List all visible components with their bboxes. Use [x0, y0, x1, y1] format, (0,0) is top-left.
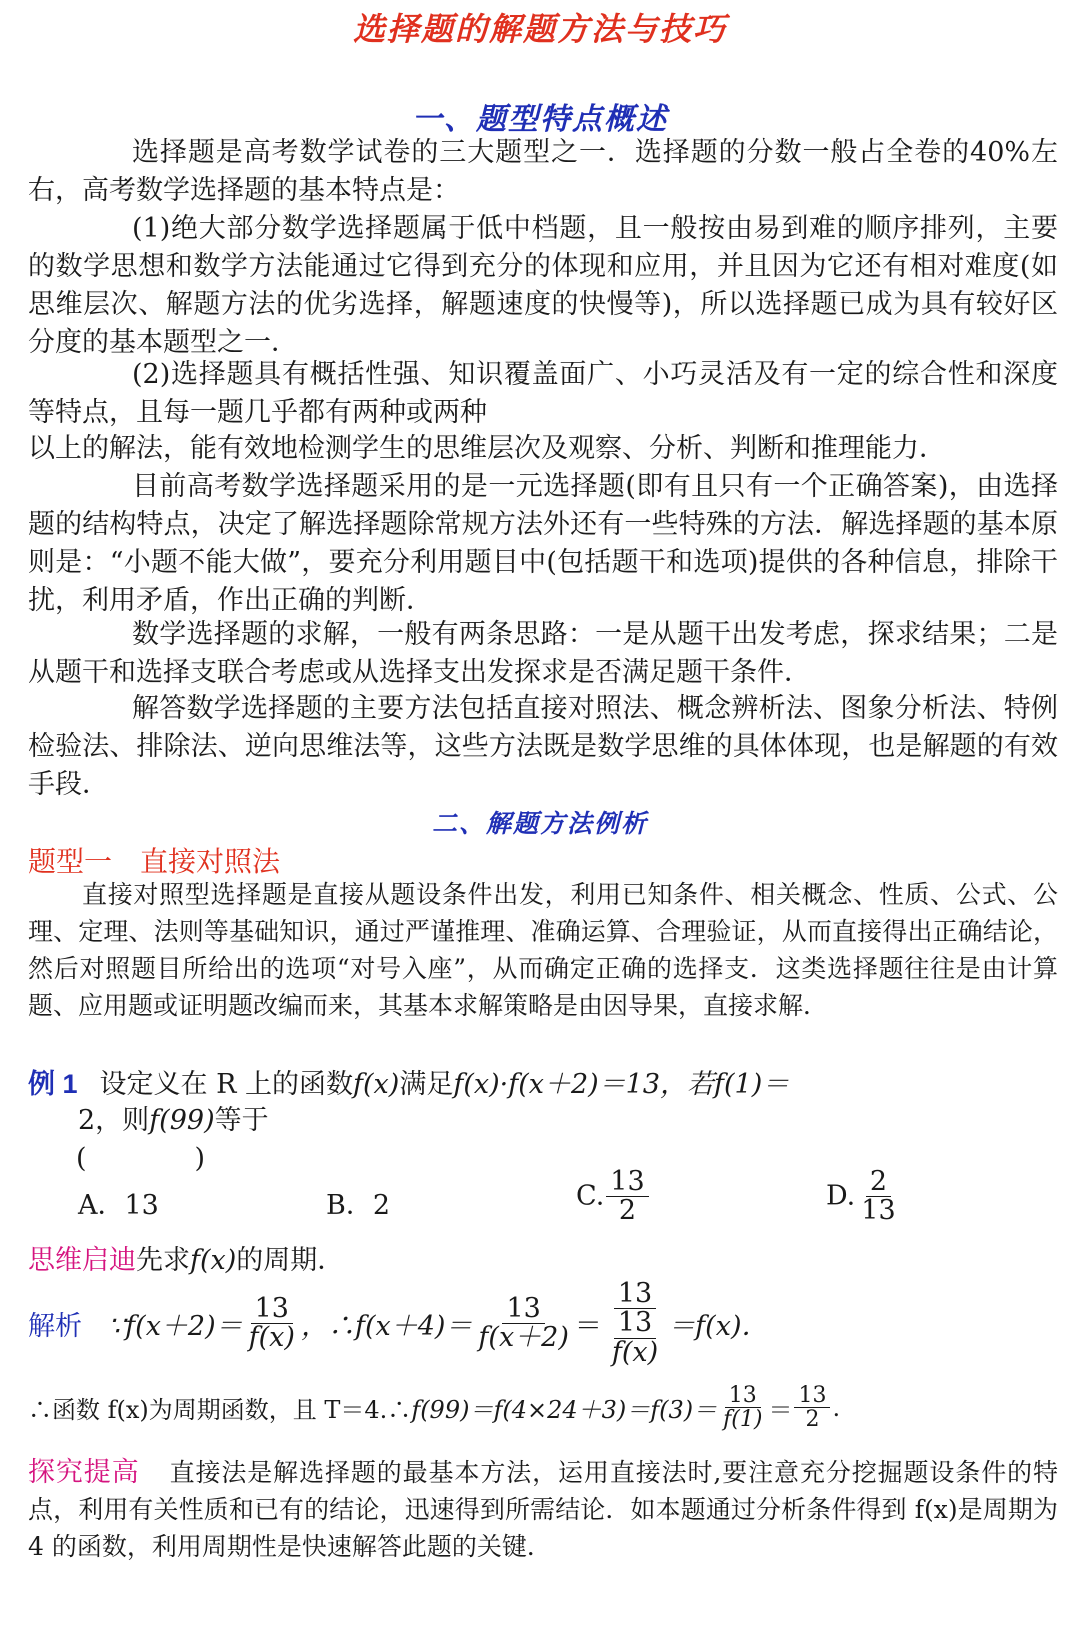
- explore-text: 直接法是解选择题的最基本方法，运用直接法时,要注意充分挖掘题设条件的特点，利用有关性质和已有的结论，迅速得到所需结论．如本题通过分析条件得到 f(x)是周期为 4 的函数，利用周期性是快速解答此题的关键．: [28, 1458, 1059, 1561]
- solution-line2-text-a: ∴函数 f(x)为周期函数，且 T＝4.∴: [28, 1396, 412, 1425]
- solution-equals: ＝: [574, 1311, 602, 1343]
- paragraph-feature-1: (1)绝大部分数学选择题属于低中档题，且一般按由易到难的顺序排列，主要的数学思想和数学方法能通过它得到充分的体现和应用，并且因为它还有相对难度(如思维层次、解题方法的优劣选择，解题速度的快慢等)，所以选择题已成为具有较好区分度的基本题型之一．: [28, 213, 1058, 358]
- option-d-den: 13: [861, 1195, 896, 1227]
- hint-text-a: 先求: [136, 1245, 190, 1276]
- solution-line2-f1-num: 13: [725, 1384, 761, 1408]
- solution-line2-end: .: [832, 1393, 841, 1422]
- example1-stem-text-a: 设定义在 R 上的函数: [99, 1069, 354, 1100]
- solution-f2-den: f(x＋2): [478, 1322, 569, 1354]
- solution-f3-num: 13: [614, 1280, 656, 1309]
- paragraph-current: 目前高考数学选择题采用的是一元选择题(即有且只有一个正确答案)，由选择题的结构特点，决定了解选择题除常规方法外还有一些特殊的方法．解选择题的基本原则是：“小题不能大做”，要充分利用题目中(包括题干和选项)提供的各种信息，排除干扰，利用矛盾，作出正确的判断．: [28, 471, 1058, 616]
- example1-stem-text-c: 2，则: [78, 1105, 150, 1136]
- solution-fraction-1: [245, 1292, 299, 1354]
- hint-text-b: 的周期．: [236, 1245, 345, 1276]
- option-a-value: 13: [124, 1190, 159, 1221]
- option-b-value: 2: [372, 1190, 391, 1221]
- option-c-fraction: [606, 1168, 648, 1226]
- option-d-num: 2: [866, 1168, 891, 1197]
- paragraph-intro: 选择题是高考数学试卷的三大题型之一．选择题的分数一般占全卷的40%左右，高考数学选择题的基本特点是：: [28, 137, 1058, 206]
- solution-line2-fraction-2: [794, 1384, 830, 1431]
- paragraph-methods: 解答数学选择题的主要方法包括直接对照法、概念辨析法、图象分析法、特例检验法、排除法、逆向思维法等，这些方法既是数学思维的具体体现，也是解题的有效手段．: [28, 693, 1058, 800]
- example1-answer-paren: ( ): [76, 1143, 206, 1174]
- solution-f2-num: 13: [502, 1295, 544, 1324]
- type1-description: 直接对照型选择题是直接从题设条件出发，利用已知条件、相关概念、性质、公式、公理、定理、法则等基础知识，通过严谨推理、准确运算、合理验证，从而直接得出正确结论，然后对照题目所给出的选项“对号入座”，从而确定正确的选择支．这类选择题往往是由计算题、应用题或证明题改编而来，其基本求解策略是由因导果，直接求解．: [28, 880, 1058, 1020]
- example1-fx: f(x): [353, 1069, 400, 1100]
- paragraph-feature-2a: (2)选择题具有概括性强、知识覆盖面广、小巧灵活及有一定的综合性和深度等特点，且每一题几乎都有两种或两种: [28, 359, 1058, 428]
- hint-fx: f(x): [190, 1245, 237, 1276]
- solution-f1-den: f(x): [248, 1322, 295, 1354]
- solution-result: ＝f(x)．: [668, 1311, 769, 1343]
- paragraph-feature-2b: 以上的解法，能有效地检测学生的思维层次及观察、分析、判断和推理能力．: [28, 433, 946, 464]
- solution-line2-f2-den: 2: [805, 1407, 820, 1433]
- example1-stem-line2: [78, 1098, 269, 1137]
- example1-f99: f(99): [149, 1105, 215, 1136]
- option-a-letter: A．: [78, 1190, 125, 1221]
- section2-heading: 二、解题方法例析: [431, 809, 648, 838]
- document-title: 选择题的解题方法与技巧: [352, 10, 727, 48]
- option-c-den: 2: [618, 1195, 637, 1227]
- option-d-fraction: [857, 1168, 899, 1226]
- solution-line2-f2-num: 13: [794, 1384, 830, 1408]
- solution-line2-f1-den: f(1): [723, 1407, 763, 1433]
- option-c-letter: C.: [576, 1180, 605, 1212]
- solution-therefore: ，∴f(x＋4)＝: [300, 1311, 473, 1343]
- example1-f1: f(1)＝: [714, 1069, 790, 1100]
- solution-f3-inner-den: f(x): [611, 1336, 659, 1368]
- solution-fraction-2: [474, 1292, 572, 1354]
- option-d: [826, 1168, 902, 1226]
- hint-label: 思维启迪: [28, 1245, 136, 1275]
- explore-label: 探究提高: [28, 1457, 140, 1487]
- solution-line2-fraction-1: [719, 1384, 766, 1431]
- example1-stem-text-b: 满足: [399, 1069, 454, 1100]
- solution-f1-num: 13: [251, 1295, 293, 1324]
- solution-line2-text-b: f(99)＝f(4×24＋3)＝f(3)＝: [411, 1396, 718, 1425]
- solution-because: ∵f(x＋2)＝: [108, 1311, 243, 1343]
- option-c-num: 13: [606, 1168, 648, 1197]
- section1-heading: 一、题型特点概述: [412, 102, 668, 137]
- solution-line-2: [28, 1384, 840, 1431]
- solution-line-1: [28, 1280, 768, 1367]
- hint-line: [28, 1238, 344, 1277]
- example1-stem: [28, 1062, 789, 1101]
- solution-f3-inner-fraction: [608, 1309, 662, 1367]
- example1-label: 例 1: [28, 1069, 78, 1099]
- option-a: [78, 1183, 159, 1222]
- option-b-letter: B．: [326, 1190, 373, 1221]
- type1-label: 题型一 直接对照法: [28, 846, 281, 877]
- solution-line2-equals: ＝: [768, 1396, 793, 1425]
- option-d-letter: D.: [826, 1180, 856, 1212]
- solution-f3-den: [604, 1309, 666, 1367]
- explore-paragraph: [28, 1454, 1058, 1565]
- option-c: [576, 1168, 651, 1226]
- example1-stem-text-d: 等于: [214, 1105, 269, 1136]
- example1-condition: f(x)·f(x＋2)＝13，若: [453, 1069, 715, 1100]
- solution-f3-inner-num: 13: [614, 1309, 656, 1338]
- paragraph-approach: 数学选择题的求解，一般有两条思路：一是从题干出发考虑，探求结果；二是从题干和选择支联合考虑或从选择支出发探求是否满足题干条件．: [28, 619, 1058, 688]
- solution-label: 解析: [28, 1311, 82, 1342]
- solution-fraction-3: [604, 1280, 666, 1367]
- option-b: [326, 1183, 390, 1222]
